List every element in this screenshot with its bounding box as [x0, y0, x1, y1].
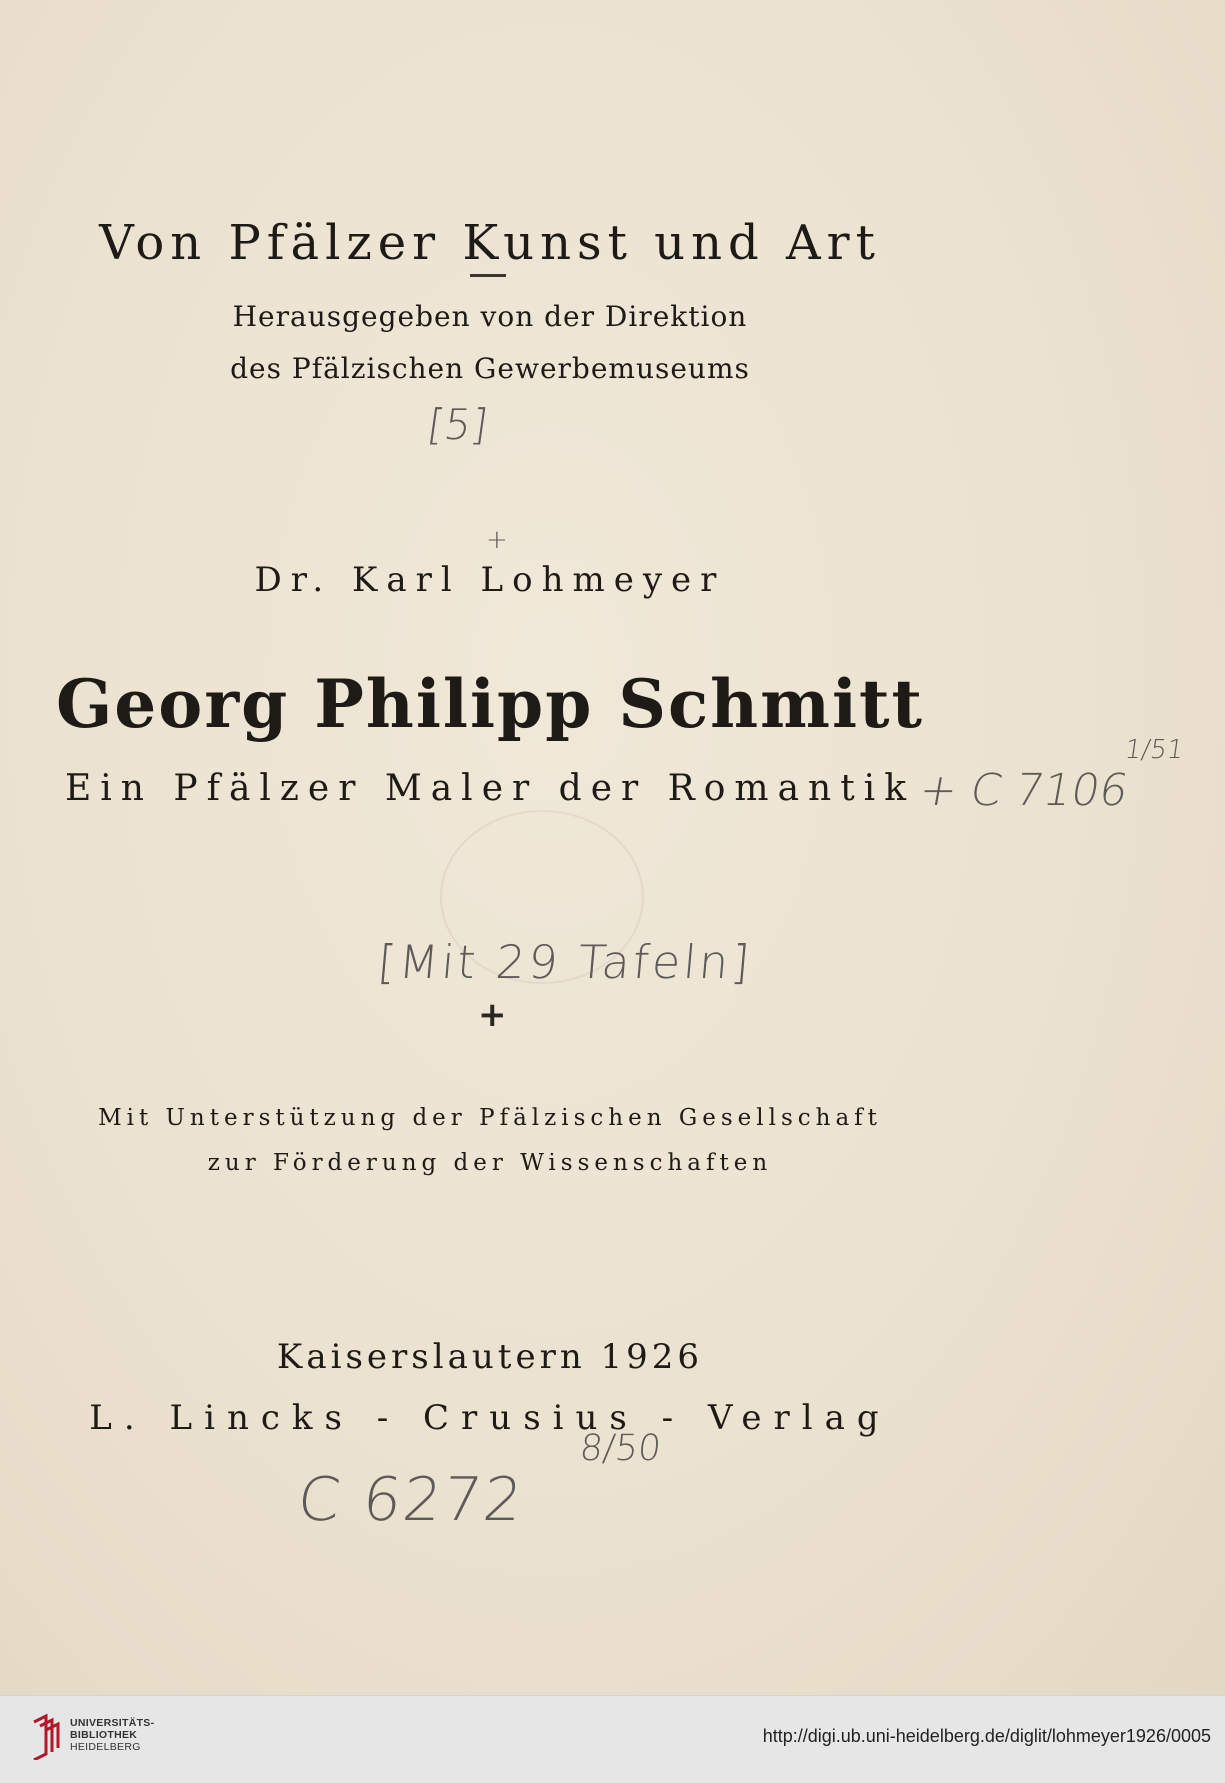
handwritten-shelfmark-2-fraction: 8/50	[577, 1428, 663, 1469]
handwritten-cross-mark: +	[478, 995, 507, 1035]
pencil-underline-mark	[470, 274, 506, 277]
handwritten-plates-note: [Mit 29 Tafeln]	[375, 935, 755, 989]
series-subtitle-line2: des Pfälzischen Gewerbemuseums	[230, 352, 750, 385]
library-logo-text	[70, 1717, 154, 1753]
logo-line3: HEIDELBERG	[70, 1741, 141, 1753]
handwritten-shelfmark-1-fraction: 1/51	[1122, 735, 1186, 765]
support-line1: Mit Unterstützung der Pfälzischen Gesellschaft	[98, 1105, 882, 1131]
series-subtitle-line1: Herausgegeben von der Direktion	[232, 300, 748, 333]
viewer-footer	[0, 1695, 1225, 1783]
book-subtitle: Ein Pfälzer Maler der Romantik	[64, 768, 916, 809]
library-logo-icon	[30, 1712, 64, 1760]
handwritten-shelfmark-1: + C 7106	[915, 765, 1133, 816]
logo-line1: UNIVERSITÄTS-	[70, 1717, 155, 1729]
handwritten-bracket-note: [5]	[424, 400, 491, 449]
series-title: Von Pfälzer Kunst und Art	[99, 215, 881, 271]
support-line2: zur Förderung der Wissenschaften	[207, 1150, 773, 1176]
book-title: Georg Philipp Schmitt	[55, 665, 925, 743]
imprint-place-year: Kaiserslautern 1926	[276, 1337, 704, 1377]
handwritten-author-cross: +	[486, 525, 508, 555]
permalink-url[interactable]: http://digi.ub.uni-heidelberg.de/diglit/lohmeyer1926/0005	[762, 1726, 1211, 1746]
author-name: Dr. Karl Lohmeyer	[254, 560, 726, 600]
logo-line2: BIBLIOTHEK	[70, 1729, 138, 1741]
imprint-publisher: L. Lincks - Crusius - Verlag	[89, 1398, 891, 1438]
handwritten-shelfmark-2: C 6272	[294, 1465, 528, 1535]
